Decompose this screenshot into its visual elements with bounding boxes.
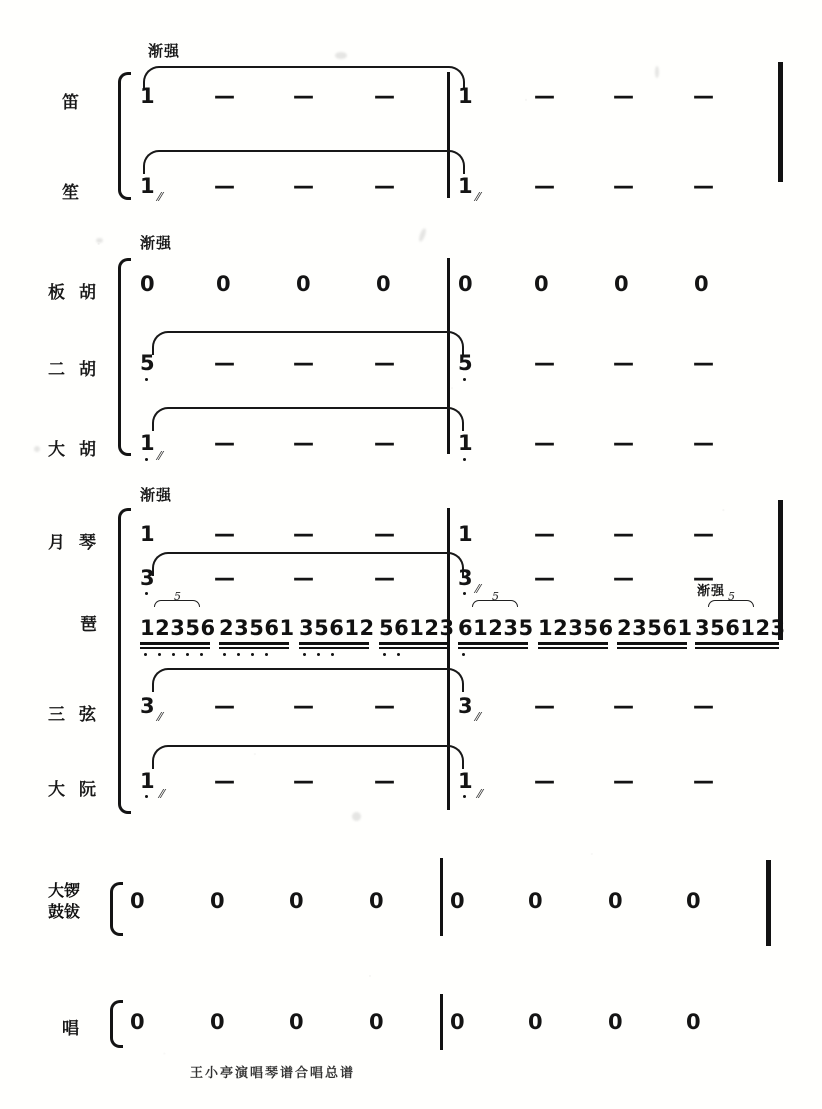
stave-row-sanxian [0, 690, 822, 730]
inst-label-sanxian [48, 700, 134, 725]
articulation-mark: ⁄⁄ [478, 787, 483, 801]
beam [299, 642, 369, 645]
octave-dot [383, 653, 386, 656]
note: — [214, 522, 235, 546]
notes-dizi [138, 78, 798, 118]
tuplet-number: 5 [492, 590, 499, 603]
note: 0 [130, 889, 145, 913]
note-run: 56123 [379, 616, 455, 640]
inst-label-yueqin [48, 528, 134, 553]
note: — [374, 351, 395, 375]
dynamic-plucked: 渐强 [140, 486, 173, 504]
note: 0 [296, 272, 311, 296]
beam [458, 647, 528, 649]
scan-smudge [352, 812, 361, 821]
octave-dot [200, 653, 203, 656]
beam [379, 647, 449, 649]
stave-row-erhu [0, 345, 822, 385]
note: — [293, 769, 314, 793]
inst-label-char: 板 [48, 283, 65, 303]
note: — [293, 174, 314, 198]
dynamic-bowed: 渐强 [140, 234, 173, 252]
inst-label-char: 月 [48, 533, 65, 553]
note: 0 [369, 889, 384, 913]
footer-caption: 王小亭演唱琴谱合唱总谱 [190, 1066, 356, 1081]
note: 1 [140, 522, 155, 546]
articulation-mark: ⁄⁄ [476, 710, 481, 724]
inst-label-erhu [48, 355, 134, 380]
beam [538, 642, 608, 645]
inst-label-char: 钹 [64, 902, 81, 921]
note: 0 [458, 272, 473, 296]
beam [617, 647, 687, 649]
stave-row-chang [0, 1012, 822, 1052]
octave-dot [463, 458, 466, 461]
octave-dot [223, 653, 226, 656]
note: 1 [140, 84, 155, 108]
notes-chang [128, 1012, 788, 1052]
note: — [613, 174, 634, 198]
stave-row-sheng [0, 168, 822, 208]
scan-smudge [34, 446, 40, 452]
inst-label-char: 大 [48, 881, 65, 900]
note: 0 [210, 1010, 225, 1034]
slur-sanxian [152, 668, 464, 692]
scan-smudge [418, 228, 427, 243]
articulation-mark: ⁄⁄ [476, 190, 481, 204]
note: 0 [450, 1010, 465, 1034]
note: 0 [534, 272, 549, 296]
note: — [534, 566, 555, 590]
note: — [214, 84, 235, 108]
note: — [534, 84, 555, 108]
note: — [293, 522, 314, 546]
note: — [534, 174, 555, 198]
stave-row-daruan [0, 765, 822, 805]
octave-dot [172, 653, 175, 656]
note: 0 [369, 1010, 384, 1034]
inst-label-chang: 唱 [62, 1019, 79, 1039]
inst-label-dahu [48, 435, 134, 460]
note-run: 12356 [140, 616, 216, 640]
note: — [374, 174, 395, 198]
note: — [534, 351, 555, 375]
octave-dot [237, 653, 240, 656]
note: 1 [458, 522, 473, 546]
scan-smudge [335, 52, 347, 59]
note: 3 [140, 566, 155, 590]
note: 5 [458, 351, 473, 375]
inst-label-char: 胡 [79, 440, 96, 460]
dynamic-winds: 渐强 [148, 42, 181, 60]
note: — [293, 694, 314, 718]
note: 0 [608, 1010, 623, 1034]
note: — [374, 769, 395, 793]
note: 1 [458, 769, 473, 793]
beam [140, 647, 210, 649]
note: 0 [140, 272, 155, 296]
note: — [613, 566, 634, 590]
inst-label-char: 二 [48, 360, 65, 380]
notes-percussion [128, 885, 788, 925]
note-run: 12356 [538, 616, 614, 640]
octave-dot [317, 653, 320, 656]
octave-dot [463, 592, 466, 595]
octave-dot [463, 795, 466, 798]
notes-banhu [138, 268, 798, 308]
note: 1 [140, 431, 155, 455]
note: — [613, 694, 634, 718]
inst-label-char: 鼓 [48, 902, 65, 921]
note: — [693, 431, 714, 455]
note: 1 [458, 431, 473, 455]
note: — [693, 694, 714, 718]
note: — [214, 431, 235, 455]
inst-label-char: 弦 [79, 705, 96, 725]
note: — [293, 84, 314, 108]
note: — [374, 566, 395, 590]
inst-label-char: 胡 [79, 360, 96, 380]
octave-dot [462, 653, 465, 656]
inst-label-sheng: 笙 [62, 183, 79, 203]
note: — [693, 84, 714, 108]
inst-label-char: 胡 [79, 283, 96, 303]
note-run: 23561 [219, 616, 295, 640]
beam [458, 642, 528, 645]
note: 0 [210, 889, 225, 913]
articulation-mark: ⁄⁄ [476, 582, 481, 596]
beam [695, 642, 779, 645]
note: — [613, 522, 634, 546]
octave-dot [145, 458, 148, 461]
note: 3 [458, 566, 473, 590]
note: 0 [528, 1010, 543, 1034]
note: 0 [289, 889, 304, 913]
note: 0 [528, 889, 543, 913]
inst-label-dizi: 笛 [62, 93, 79, 113]
inst-label-char: 阮 [79, 780, 96, 800]
beam [219, 647, 289, 649]
dynamic-run-tail: 渐强 [697, 584, 726, 599]
octave-dot [186, 653, 189, 656]
note: — [214, 694, 235, 718]
note: — [613, 431, 634, 455]
note: 3 [140, 694, 155, 718]
note: 1 [458, 174, 473, 198]
note: — [534, 694, 555, 718]
inst-label-percussion-line2 [48, 899, 140, 922]
note: 0 [450, 889, 465, 913]
note-run: 61235 [458, 616, 534, 640]
octave-dot [144, 653, 147, 656]
tuplet-number: 5 [174, 590, 181, 603]
note: — [693, 351, 714, 375]
note: — [534, 769, 555, 793]
note-run: 356123 [695, 616, 786, 640]
octave-dot [158, 653, 161, 656]
notes-erhu [138, 345, 798, 385]
beam [140, 642, 210, 645]
inst-label-char: 琴 [79, 533, 96, 553]
note: — [613, 351, 634, 375]
note: 0 [130, 1010, 145, 1034]
note: — [374, 84, 395, 108]
note: 0 [686, 889, 701, 913]
note: 0 [608, 889, 623, 913]
note: — [214, 566, 235, 590]
notes-sanxian [138, 690, 798, 730]
notes-sheng [138, 168, 798, 208]
note: — [214, 351, 235, 375]
notes-daruan [138, 765, 798, 805]
inst-label-char: 大 [48, 780, 65, 800]
stave-row-banhu [0, 268, 822, 308]
note: — [374, 522, 395, 546]
articulation-mark: ⁄⁄ [158, 710, 163, 724]
note: — [534, 431, 555, 455]
octave-dot [331, 653, 334, 656]
octave-dot [145, 592, 148, 595]
note: — [613, 769, 634, 793]
note: 0 [216, 272, 231, 296]
octave-dot [145, 378, 148, 381]
beam [299, 647, 369, 649]
note: 1 [140, 769, 155, 793]
note: — [293, 431, 314, 455]
notes-dahu [138, 425, 798, 465]
note: — [534, 522, 555, 546]
note: — [293, 351, 314, 375]
tuplet-number: 5 [728, 590, 735, 603]
note: 0 [289, 1010, 304, 1034]
note: 0 [614, 272, 629, 296]
octave-dot [303, 653, 306, 656]
beam [617, 642, 687, 645]
octave-dot [397, 653, 400, 656]
inst-label-banhu [48, 278, 134, 303]
note: — [693, 566, 714, 590]
stave-row-percussion [0, 881, 822, 925]
note: — [374, 431, 395, 455]
notes-pipa [138, 562, 798, 602]
note: 3 [458, 694, 473, 718]
note: 0 [376, 272, 391, 296]
note: — [693, 522, 714, 546]
note: 0 [694, 272, 709, 296]
note-run: 23561 [617, 616, 693, 640]
octave-dot [145, 795, 148, 798]
note: 0 [686, 1010, 701, 1034]
note: — [693, 174, 714, 198]
octave-dot [463, 378, 466, 381]
beam [695, 647, 779, 649]
note: 5 [140, 351, 155, 375]
note-run: 35612 [299, 616, 375, 640]
note: — [613, 84, 634, 108]
inst-label-daruan [48, 775, 134, 800]
beam [219, 642, 289, 645]
note: — [693, 769, 714, 793]
octave-dot [265, 653, 268, 656]
inst-label-percussion [48, 881, 140, 898]
articulation-mark: ⁄⁄ [160, 787, 165, 801]
articulation-mark: ⁄⁄ [158, 190, 163, 204]
note: 1 [458, 84, 473, 108]
inst-label-char: 锣 [64, 881, 81, 900]
articulation-mark: ⁄⁄ [158, 449, 163, 463]
stave-row-dizi [0, 78, 822, 118]
inst-label-pipa: 琶 [80, 615, 97, 635]
beam [379, 642, 449, 645]
inst-label-char: 大 [48, 440, 65, 460]
stave-row-dahu [0, 425, 822, 465]
beam [538, 647, 608, 649]
scan-smudge [655, 66, 659, 78]
note: — [293, 566, 314, 590]
note: — [374, 694, 395, 718]
inst-label-char: 三 [48, 705, 65, 725]
note: — [214, 174, 235, 198]
octave-dot [251, 653, 254, 656]
note: 1 [140, 174, 155, 198]
note: — [214, 769, 235, 793]
scan-smudge [96, 238, 103, 243]
